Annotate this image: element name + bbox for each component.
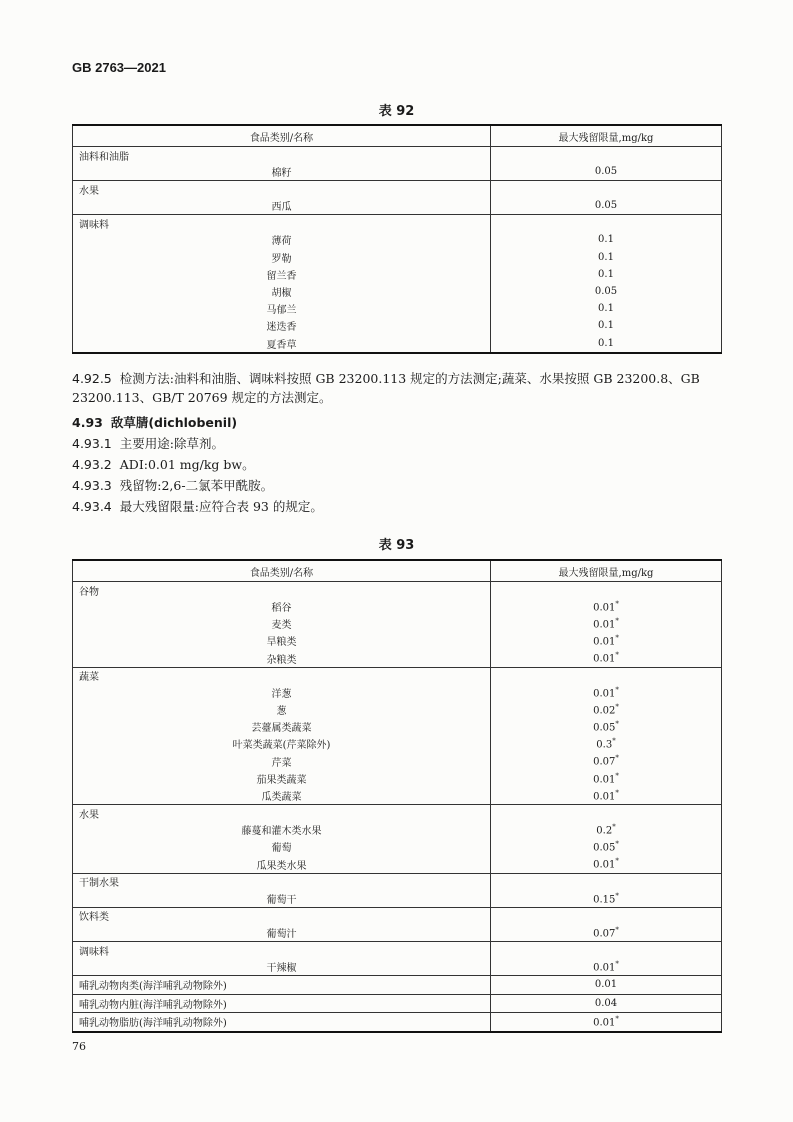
table-row [73,701,722,718]
table-row [73,976,722,995]
limit-value: 0.01 [594,979,618,991]
cell-food-name: 哺乳动物内脏(海洋哺乳动物除外) [73,994,491,1013]
limit-value: 0.01 [593,962,616,974]
limit-value: 0.1 [598,251,614,263]
cell-food-name: 葱 [73,701,491,718]
cell-food-name: 马郁兰 [73,300,491,317]
footnote-mark: * [612,822,616,831]
table-92-caption: 表 92 [378,104,415,119]
category-row [73,215,722,232]
limit-value: 0.01 [593,773,616,785]
page-number: 76 [72,1040,86,1053]
column-header-name: 食品类别/名称 [73,125,491,147]
footnote-mark: * [615,634,619,643]
cell-food-name: 哺乳动物脂肪(海洋哺乳动物除外) [73,1013,491,1032]
cell-food-name: 叶菜类蔬菜(芹菜除外) [73,735,491,752]
table-row [73,855,722,873]
cell-food-name: 罗勒 [73,249,491,266]
cell-limit [491,735,722,752]
cell-limit [491,266,722,283]
limit-value: 0.05 [594,286,618,298]
category-row [73,805,722,822]
category-row [73,181,722,198]
footnote-mark: * [615,702,619,711]
cell-limit [491,907,722,924]
cell-limit [491,924,722,942]
limit-value: 0.1 [598,320,614,332]
limit-value: 0.1 [598,268,614,280]
cell-limit [491,197,722,215]
footnote-mark: * [615,959,619,968]
cell-limit [491,1013,722,1032]
limit-value: 0.07 [593,928,616,940]
paragraph-4-93-1: 4.93.1 主要用途:除草剂。 [72,436,224,451]
table-row [73,958,722,976]
column-header-limit: 最大残留限量,mg/kg [491,125,722,147]
footnote-mark: * [615,599,619,608]
cell-limit [491,958,722,976]
limit-value: 0.01 [593,688,616,699]
cell-limit [491,718,722,735]
cell-limit [491,994,722,1013]
table-93-caption: 表 93 [378,538,415,553]
limit-value: 0.15 [593,893,616,905]
table-header-row [73,560,722,582]
cell-food-name: 干辣椒 [73,958,491,976]
table-row [73,718,722,735]
footnote-mark: * [615,754,619,763]
cell-limit [491,582,722,599]
table-row [73,735,722,752]
footnote-mark: * [615,840,619,849]
table-row [73,787,722,805]
limit-value: 0.01 [593,1017,616,1029]
table-row [73,266,722,283]
cell-limit [491,215,722,232]
cell-food-name: 哺乳动物肉类(海洋哺乳动物除外) [73,976,491,995]
cell-food-name: 芸薹属类蔬菜 [73,718,491,735]
cell-food-name: 调味料 [73,942,491,959]
paragraph-4-93-3: 4.93.3 残留物:2,6-二氯苯甲酰胺。 [72,478,274,493]
cell-limit [491,317,722,334]
cell-limit [491,701,722,718]
limit-value: 0.01 [593,636,616,648]
cell-limit [491,632,722,649]
table-row [73,317,722,334]
column-header-name: 食品类别/名称 [73,560,491,582]
limit-value: 0.01 [593,859,616,871]
table-row [73,924,722,942]
limit-value: 0.1 [598,234,614,246]
cell-food-name: 葡萄汁 [73,924,491,942]
cell-limit [491,249,722,266]
cell-limit [491,335,722,353]
paragraph-4-93-4: 4.93.4 最大残留限量:应符合表 93 的规定。 [72,499,323,514]
cell-food-name: 水果 [73,181,491,198]
category-row [73,873,722,890]
table-row [73,994,722,1013]
table-row [73,838,722,855]
limit-value: 0.05 [594,166,618,178]
cell-limit [491,976,722,995]
cell-food-name: 油料和油脂 [73,147,491,164]
cell-food-name: 茄果类蔬菜 [73,770,491,787]
cell-food-name: 麦类 [73,615,491,632]
cell-food-name: 瓜类蔬菜 [73,787,491,805]
cell-food-name: 迷迭香 [73,317,491,334]
limit-value: 0.3 [596,739,613,751]
cell-limit [491,753,722,770]
table-row [73,650,722,668]
cell-limit [491,684,722,701]
footnote-mark: * [615,788,619,797]
cell-limit [491,163,722,181]
footnote-mark: * [615,857,619,866]
category-row [73,147,722,164]
table-row [73,770,722,787]
paragraph-4-93-2: 4.93.2 ADI:0.01 mg/kg bw。 [72,457,255,472]
cell-food-name: 饮料类 [73,907,491,924]
cell-limit [491,805,722,822]
cell-food-name: 西瓜 [73,197,491,215]
footnote-mark: * [615,617,619,626]
cell-limit [491,770,722,787]
cell-limit [491,855,722,873]
limit-value: 0.05 [593,722,616,734]
standard-number: GB 2763—2021 [72,60,166,75]
cell-limit [491,147,722,164]
cell-food-name: 薄荷 [73,231,491,248]
cell-limit [491,231,722,248]
cell-food-name: 调味料 [73,215,491,232]
cell-food-name: 藤蔓和灌木类水果 [73,821,491,838]
paragraph-4-92-5: 4.92.5 检测方法:油料和油脂、调味料按照 GB 23200.113 规定的方法测定;蔬菜、水果按照 GB 23200.8、GB 23200.113、GB/T 20769 规定的方法测定。 [72,371,700,405]
limit-value: 0.01 [593,791,616,803]
table-row [73,598,722,615]
table-row [73,231,722,248]
category-row [73,907,722,924]
table-row [73,821,722,838]
footnote-mark: * [615,720,619,729]
cell-food-name: 干制水果 [73,873,491,890]
cell-limit [491,283,722,300]
limit-value: 0.02 [593,705,616,717]
footnote-mark: * [612,737,616,746]
limit-value: 0.05 [594,200,618,212]
footnote-mark: * [615,771,619,780]
table-header-row [73,125,722,147]
table-row [73,335,722,353]
table-row [73,684,722,701]
cell-food-name: 杂粮类 [73,650,491,668]
table-row [73,283,722,300]
cell-food-name: 洋葱 [73,684,491,701]
cell-limit [491,787,722,805]
category-row [73,942,722,959]
section-heading-4-93: 4.93 敌草腈(dichlobenil) [72,415,238,430]
cell-food-name: 蔬菜 [73,667,491,684]
table-row [73,300,722,317]
cell-limit [491,598,722,615]
cell-food-name: 棉籽 [73,163,491,181]
footnote-mark: * [615,891,619,900]
limit-value: 0.01 [593,619,616,631]
footnote-mark: * [615,1015,619,1024]
limit-value: 0.05 [593,842,616,854]
cell-food-name: 谷物 [73,582,491,599]
table-row [73,753,722,770]
category-row [73,582,722,599]
cell-limit [491,667,722,684]
table-row [73,615,722,632]
column-header-limit: 最大残留限量,mg/kg [491,560,722,582]
table-row [73,890,722,908]
table-93 [72,559,722,1033]
cell-limit [491,181,722,198]
table-row [73,249,722,266]
cell-food-name: 稻谷 [73,598,491,615]
cell-limit [491,890,722,908]
table-row [73,163,722,181]
cell-food-name: 葡萄干 [73,890,491,908]
cell-food-name: 水果 [73,805,491,822]
cell-food-name: 芹菜 [73,753,491,770]
limit-value: 0.04 [594,997,618,1009]
limit-value: 0.01 [593,602,616,614]
cell-food-name: 葡萄 [73,838,491,855]
limit-value: 0.07 [593,756,616,768]
cell-limit [491,821,722,838]
limit-value: 0.1 [598,337,614,349]
cell-limit [491,873,722,890]
cell-food-name: 留兰香 [73,266,491,283]
table-row [73,632,722,649]
cell-food-name: 瓜果类水果 [73,855,491,873]
section-text [72,369,732,516]
table-92 [72,124,722,354]
limit-value: 0.1 [598,303,614,315]
cell-limit [491,650,722,668]
category-row [73,667,722,684]
limit-value: 0.01 [593,653,616,665]
footnote-mark: * [615,685,619,694]
cell-limit [491,838,722,855]
table-row [73,1013,722,1032]
cell-limit [491,942,722,959]
footnote-mark: * [615,651,619,660]
footnote-mark: * [615,925,619,934]
cell-food-name: 胡椒 [73,283,491,300]
cell-food-name: 夏香草 [73,335,491,353]
table-row [73,197,722,215]
cell-food-name: 旱粮类 [73,632,491,649]
cell-limit [491,615,722,632]
limit-value: 0.2 [596,825,613,837]
cell-limit [491,300,722,317]
